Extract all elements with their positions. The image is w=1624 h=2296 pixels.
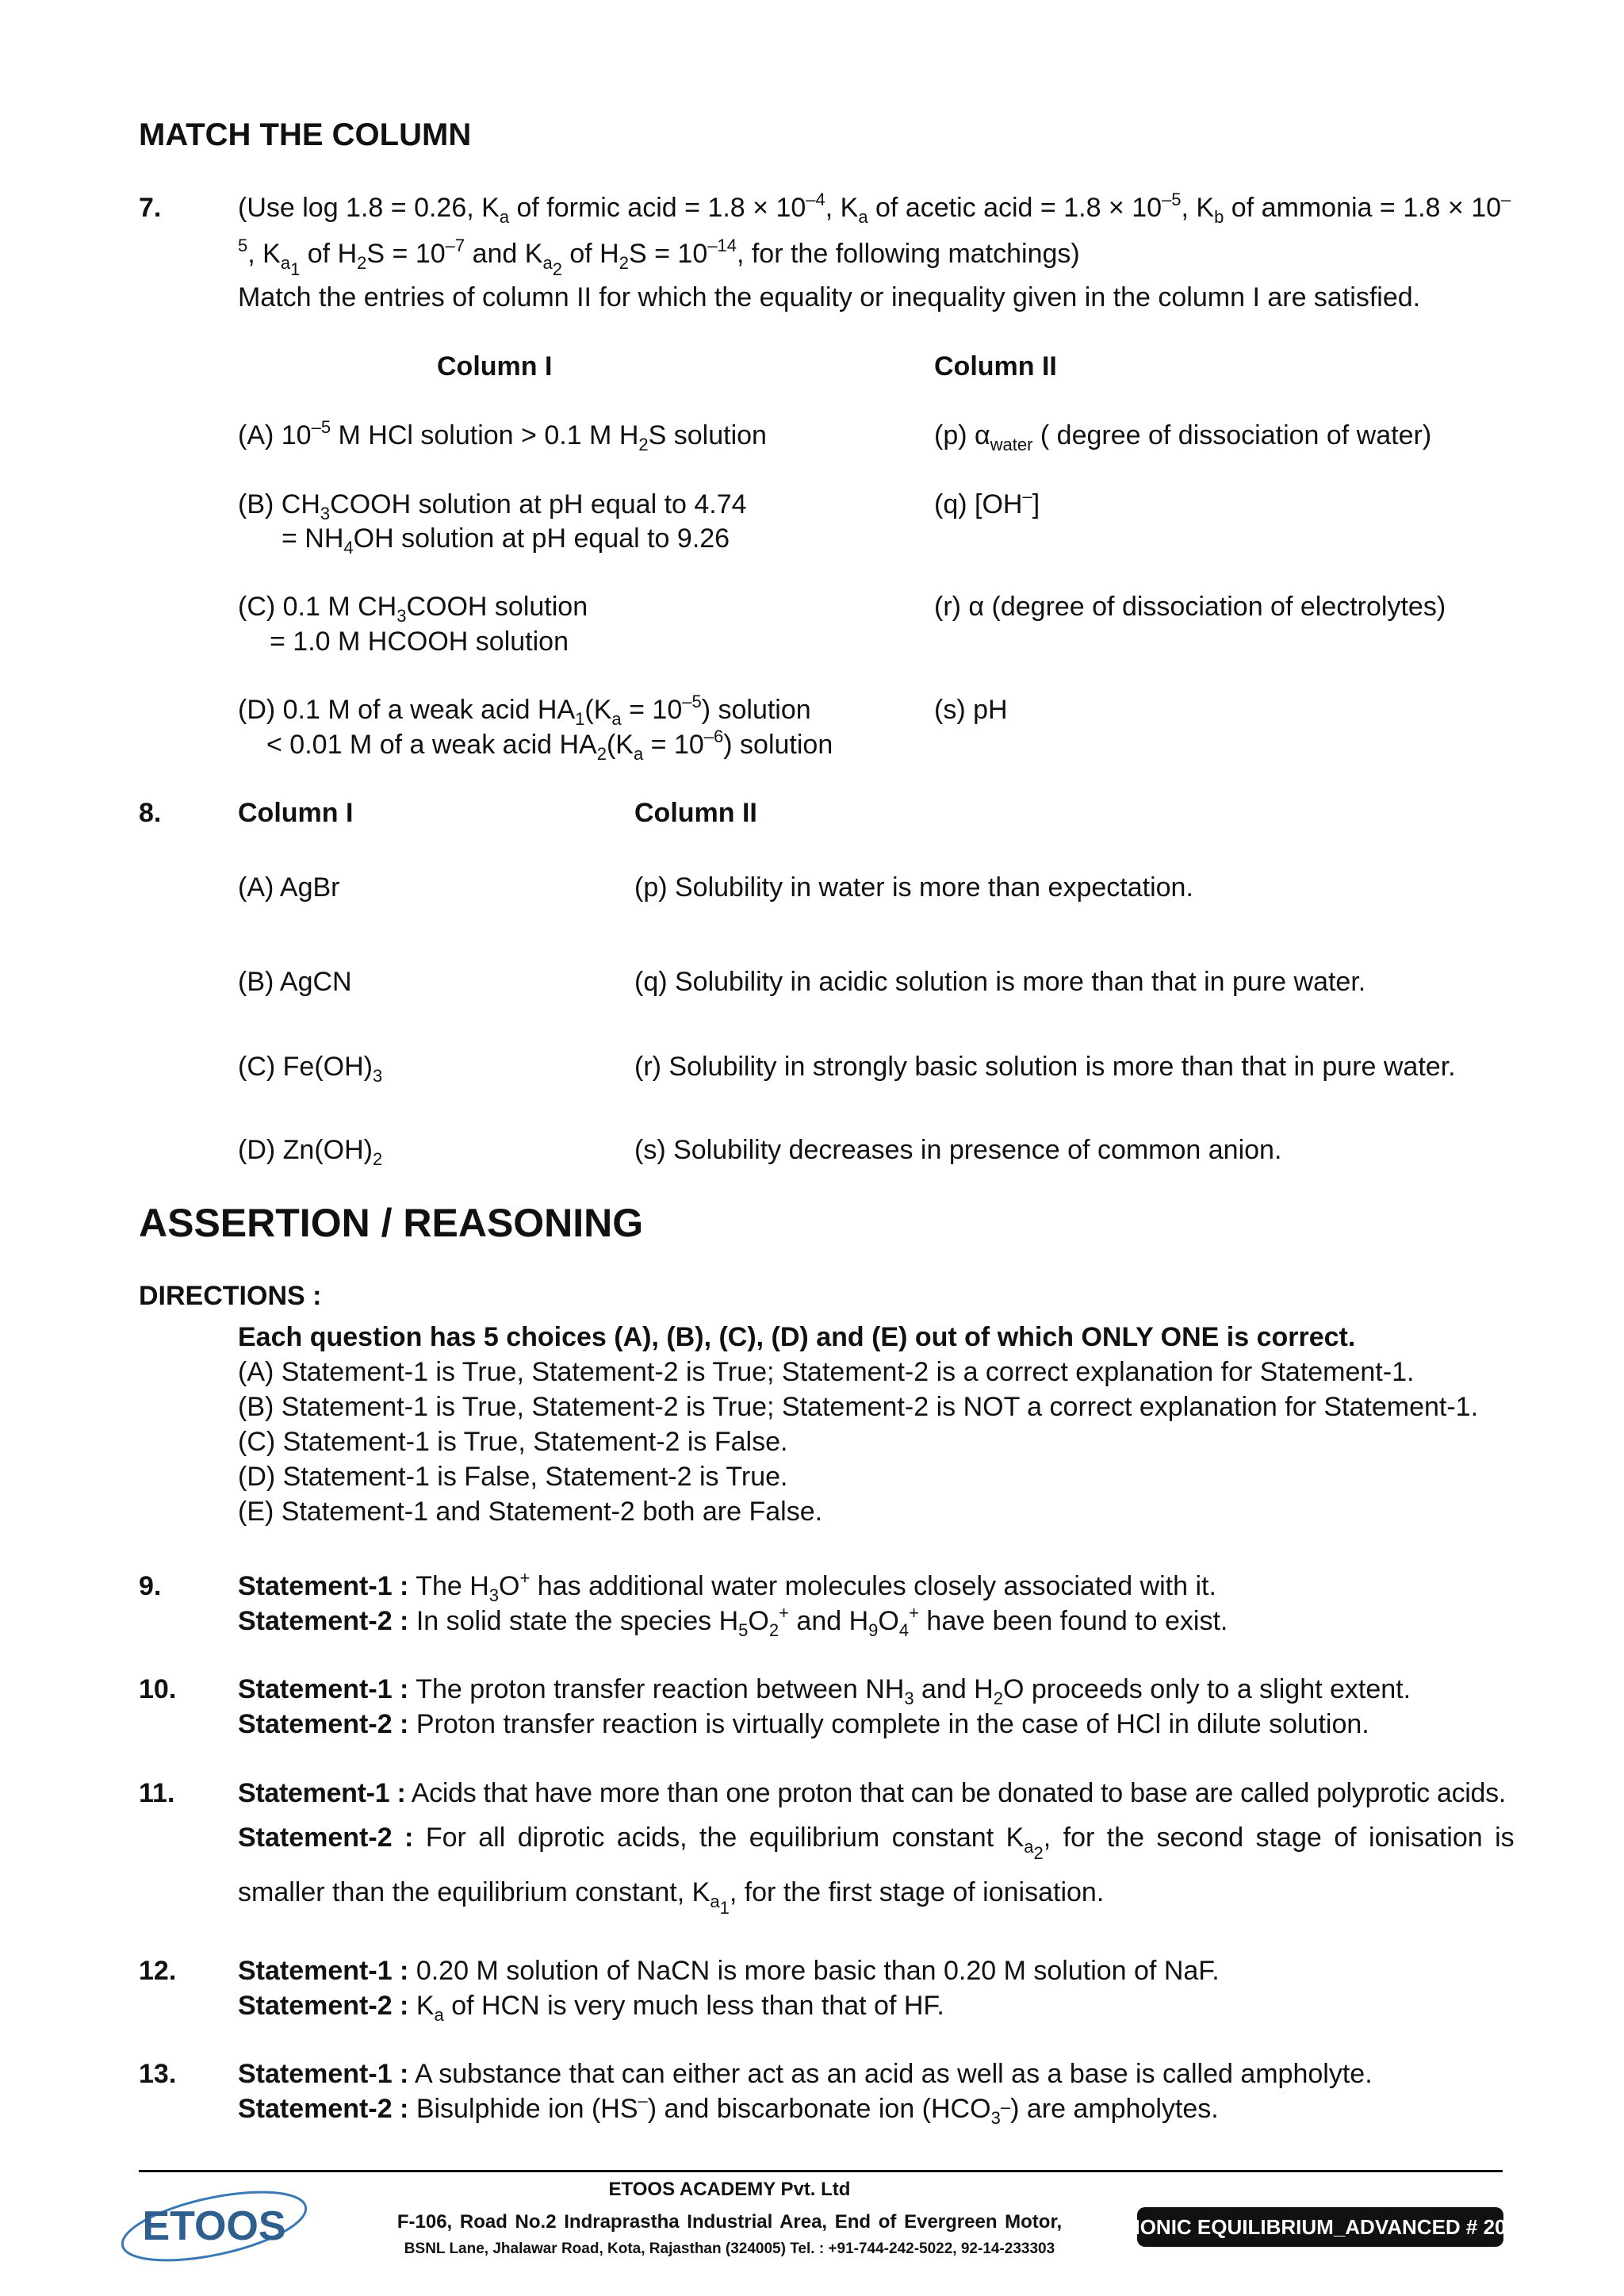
directions-choice-C: (C) Statement-1 is True, Statement-2 is False.	[238, 1427, 788, 1457]
etoos-logo	[115, 2183, 313, 2270]
footer-address-line2: BSNL Lane, Jhalawar Road, Kota, Rajasthan (324005) Tel. : +91-744-242-5022, 92-14-233303	[404, 2240, 1055, 2257]
directions-choice-A: (A) Statement-1 is True, Statement-2 is True; Statement-2 is a correct explanation for Statement-1.	[238, 1357, 1415, 1387]
q8-option-D: (D) $Zn(OH)_2$	[238, 1135, 383, 1169]
q10-statement-2: Statement-2 : Proton transfer reaction is virtually complete in the case of HCl in dilute solution.	[238, 1709, 1369, 1739]
svg-text:ETOOS: ETOOS	[142, 2203, 286, 2249]
q7-line3: Match the entries of column II for which the equality or inequality given in the column I are satisfied.	[238, 282, 1421, 312]
column-1-header: Column I	[437, 351, 553, 381]
q7-option-s: (s) pH	[934, 695, 1008, 725]
q11-statement-2-cont: smaller than the equilibrium constant, $K_{a_1}$, for the first stage of ionisation.	[238, 1877, 1105, 1918]
column-2-header: Column II	[934, 351, 1057, 381]
q7-option-p: (p) $\alpha_{water}$ ( degree of dissociation of water)	[934, 420, 1432, 454]
question-number: 12.	[139, 1956, 177, 1986]
q9-statement-1: Statement-1 : The $H_3O^+$ has additional water molecules closely associated with it.	[238, 1568, 1216, 1605]
q7-option-C-line2: = 1.0 M HCOOH solution	[270, 627, 569, 657]
directions-instruction: Each question has 5 choices (A), (B), (C), (D) and (E) out of which ONLY ONE is correct.	[238, 1322, 1356, 1352]
directions-choice-D: (D) Statement-1 is False, Statement-2 is True.	[238, 1462, 788, 1492]
q8-option-s: (s) Solubility decreases in presence of common anion.	[634, 1135, 1282, 1165]
q11-statement-2: Statement-2 : For all diprotic acids, the equilibrium constant $K_{a_2}$, for the second stage of ionisation is	[238, 1823, 1515, 1863]
section-title-assertion: ASSERTION / REASONING	[139, 1201, 644, 1245]
page-badge: IONIC EQUILIBRIUM_ADVANCED # 20	[1137, 2207, 1503, 2247]
question-number: 8.	[139, 798, 162, 828]
q7-option-D: (D) 0.1 M of a weak acid $HA_1(K_a = 10^{-5})$ solution	[238, 692, 811, 729]
q8-option-r: (r) Solubility in strongly basic solution is more than that in pure water.	[634, 1052, 1456, 1082]
q9-statement-2: Statement-2 : In solid state the species $H_5O_2^+$ and $H_9O_4^+$ have been found to exist.	[238, 1603, 1228, 1640]
q7-option-B-line2: = $NH_4OH$ solution at pH equal to 9.26	[282, 523, 730, 558]
question-number: 9.	[139, 1571, 162, 1601]
question-number: 11.	[139, 1778, 175, 1808]
q7-line1: (Use log 1.8 = 0.26, $K_a$ of formic acid = $1.8 \times 10^{-4}$, $K_a$ of acetic acid = $1.8 \times 10^{-5}$, $K_b$ of ammonia = 1.8 × 10–	[238, 190, 1511, 227]
q7-option-D-line2: < 0.01 M of a weak acid $HA_2(K_a = 10^{-6})$ solution	[266, 726, 833, 764]
footer-company-name: ETOOS ACADEMY Pvt. Ltd	[608, 2179, 851, 2200]
question-number: 13.	[139, 2059, 177, 2089]
q7-option-q: (q) [OH–]	[934, 486, 1040, 519]
q10-statement-1: Statement-1 : The proton transfer reaction between $NH_3$ and $H_2O$ proceeds only to a slight extent.	[238, 1674, 1411, 1708]
q7-option-A: (A) $10^{-5}$ M HCl solution > 0.1 M $H_2S$ solution	[238, 417, 767, 454]
directions-choice-E: (E) Statement-1 and Statement-2 both are False.	[238, 1497, 823, 1527]
q12-statement-1: Statement-1 : 0.20 M solution of NaCN is more basic than 0.20 M solution of NaF.	[238, 1956, 1220, 1986]
column-1-header: Column I	[238, 798, 354, 828]
directions-choice-B: (B) Statement-1 is True, Statement-2 is True; Statement-2 is NOT a correct explanation for Statement-1.	[238, 1392, 1479, 1422]
q8-option-A: (A) AgBr	[238, 872, 340, 903]
question-number: 7.	[139, 193, 162, 223]
q13-statement-1: Statement-1 : A substance that can either act as an acid as well as a base is called ampholyte.	[238, 2059, 1373, 2089]
section-title-match: MATCH THE COLUMN	[139, 117, 472, 152]
q8-option-q: (q) Solubility in acidic solution is more than that in pure water.	[634, 967, 1366, 997]
q7-option-r: (r) α (degree of dissociation of electrolytes)	[934, 592, 1446, 622]
question-number: 10.	[139, 1674, 177, 1704]
q7-option-C: (C) 0.1 M $CH_3COOH$ solution	[238, 592, 588, 626]
q12-statement-2: Statement-2 : $K_a$ of HCN is very much less than that of HF.	[238, 1991, 944, 2025]
q8-option-C: (C) $Fe(OH)_3$	[238, 1052, 383, 1086]
directions-label: DIRECTIONS :	[139, 1281, 322, 1311]
q8-option-p: (p) Solubility in water is more than expectation.	[634, 872, 1193, 903]
q13-statement-2: Statement-2 : Bisulphide ion (HS–) and biscarbonate ion $(HCO_{3^-})$ are ampholytes.	[238, 2091, 1219, 2128]
q7-line2: $^5$, $K_{a_1}$ of $H_2S = 10^{-7}$ and $K_{a_2}$ of $H_2S = 10^{-14}$, for the following matchings)	[238, 236, 1080, 279]
q8-option-B: (B) AgCN	[238, 967, 352, 997]
footer-divider	[139, 2170, 1503, 2172]
q11-statement-1: Statement-1 : Acids that have more than one proton that can be donated to base are called polyprotic acids.	[238, 1778, 1506, 1808]
q7-option-B: (B) $CH_3COOH$ solution at pH equal to 4.74	[238, 489, 747, 523]
column-2-header: Column II	[634, 798, 757, 828]
footer-address-line1: F-106, Road No.2 Indraprastha Industrial Area, End of Evergreen Motor,	[396, 2211, 1063, 2233]
